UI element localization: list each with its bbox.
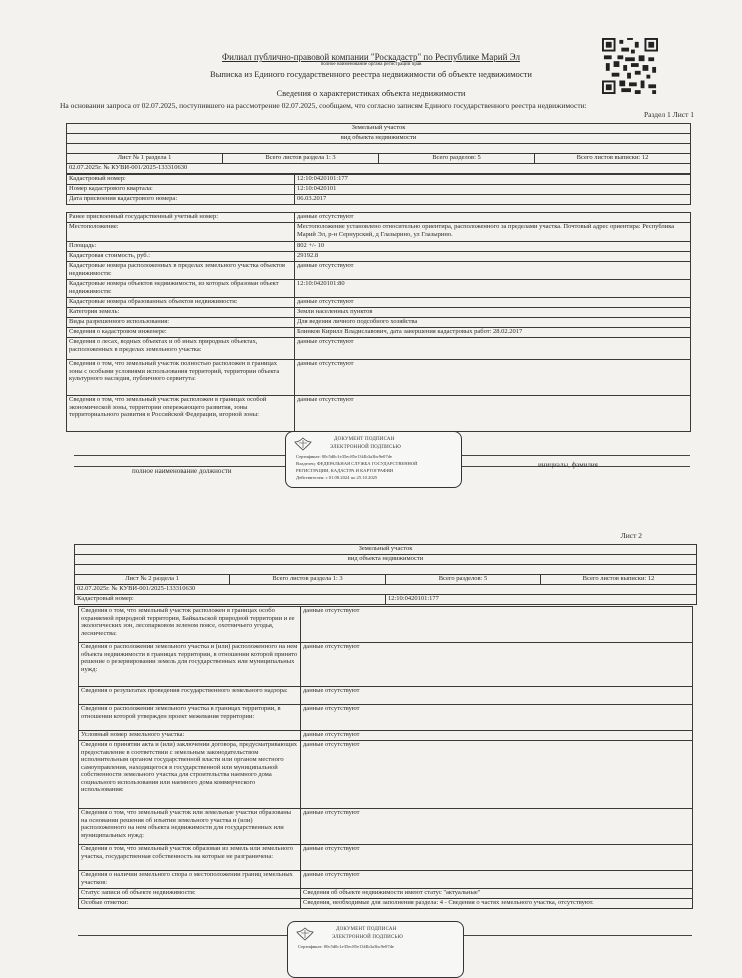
org-name-caption: полное наименование органа регистрации прав: [320, 62, 422, 67]
sheet1-header-table: [66, 123, 691, 174]
row-label: Сведения о принятии акта и (или) заключении договора, предусматривающих предоставление в соответствии с земельным законодательством исполнительным органом государственной власти или органом местного самоуправления, находящегося в государственной или муниципальной собственности земельного участка для строительства наемного дома социального использования или наемного дома коммерческого использования:: [79, 741, 301, 809]
signature-line-name: [462, 455, 690, 456]
row-label: Сведения о том, что земельный участок расположен в границах особой экономической зоны, территории опережающего развития, зоны территориального развития в Российской Федерации, игорной зоны:: [67, 396, 295, 432]
row-label: Кадастровая стоимость, руб.:: [67, 252, 295, 262]
row-label: Сведения о кадастровом инженере:: [67, 328, 295, 338]
row-value: данные отсутствуют: [295, 298, 691, 308]
sheet-number: Лист № 2 раздела 1: [75, 575, 230, 585]
emblem-icon: [294, 437, 312, 451]
row-label: Особые отметки:: [79, 899, 301, 909]
cadastral-quarter: 12:10:0420101: [295, 185, 691, 195]
field-label: Кадастровый номер:: [75, 595, 386, 605]
row-value: данные отсутствуют: [295, 262, 691, 280]
request-number: 02.07.2025г. № КУВИ-001/2025-133310630: [67, 164, 691, 174]
sheet1-main-table: [66, 212, 691, 432]
row-label: Сведения о расположении земельного участка в границах территории, в отношении которой утвержден проект межевания территории:: [79, 705, 301, 731]
row-label: Сведения о лесах, водных объектах и об иных природных объектах, расположенных в пределах земельного участка:: [67, 338, 295, 360]
total-razdels: Всего разделов: 5: [386, 575, 541, 585]
stamp-title: ДОКУМЕНТ ПОДПИСАН: [336, 927, 397, 932]
row-value: данные отсутствуют: [301, 705, 693, 731]
object-type: Земельный участок: [75, 545, 697, 555]
stamp-validity: Действителен: с 01.08.2024 по 25.10.2025: [296, 475, 378, 480]
stamp-title-2: ЭЛЕКТРОННОЙ ПОДПИСЬЮ: [330, 445, 401, 450]
row-value: Земли населенных пунктов: [295, 308, 691, 318]
row-label: Виды разрешенного использования:: [67, 318, 295, 328]
row-value: Местоположение установлено относительно ориентира, расположенного за пределами участка. Почтовый адрес ориентира: Республика Марий Эл, р-н Сернурский, д Глазырино, ул Глазырино.: [295, 223, 691, 242]
row-label: Сведения о том, что земельный участок полностью расположен в границах зоны с особыми условиями использования территорий, территории объекта культурного наследия, публичного сервитута:: [67, 360, 295, 396]
row-value: данные отсутствуют: [301, 741, 693, 809]
sheet1-id-table: [66, 174, 691, 205]
row-value: данные отсутствуют: [301, 643, 693, 687]
row-label: Ранее присвоенный государственный учетный номер:: [67, 213, 295, 223]
request-number: 02.07.2025г. № КУВИ-001/2025-133310630: [75, 585, 697, 595]
total-razdels: Всего разделов: 5: [379, 154, 535, 164]
special-notes: Сведения, необходимые для заполнения раздела: 4 - Сведения о частях земельного участка, отсутствуют.: [301, 899, 693, 909]
sheet2-header-table: [74, 544, 697, 605]
cadastral-number: 12:10:0420101:177: [386, 595, 697, 605]
row-label: Кадастровые номера расположенных в пределах земельного участка объектов недвижимости:: [67, 262, 295, 280]
total-sheets-razdel: Всего листов раздела 1: 3: [223, 154, 379, 164]
assignment-date: 06.03.2017: [295, 195, 691, 205]
sheet2-label: Лист 2: [620, 531, 642, 540]
object-type-caption: вид объекта недвижимости: [67, 134, 691, 144]
row-label: Статус записи об объекте недвижимости:: [79, 889, 301, 899]
row-value: данные отсутствуют: [301, 871, 693, 889]
object-type: Земельный участок: [67, 124, 691, 134]
electronic-signature-stamp: [285, 431, 462, 488]
row-value: 29192.8: [295, 252, 691, 262]
emblem-icon: [296, 927, 314, 941]
document-subtitle: Сведения о характеристиках объекта недвижимости: [276, 88, 466, 98]
org-name: Филиал публично-правовой компании "Роскадастр" по Республике Марий Эл: [221, 52, 520, 62]
row-value: данные отсутствуют: [301, 687, 693, 705]
stamp-title-2: ЭЛЕКТРОННОЙ ПОДПИСЬЮ: [332, 935, 403, 940]
stamp-certificate: Сертификат: 00c5d0c1e35ec85e13f4b3a3bc9e07de: [296, 454, 392, 459]
row-label: Сведения о том, что земельный участок образован из земель или земельного участка, государственная собственность на которые не разграничена:: [79, 845, 301, 871]
field-label: Дата присвоения кадастрового номера:: [67, 195, 295, 205]
row-value: данные отсутствуют: [301, 731, 693, 741]
row-value: данные отсутствуют: [301, 845, 693, 871]
row-label: Площадь:: [67, 242, 295, 252]
row-label: Категория земель:: [67, 308, 295, 318]
row-label: Кадастровые номера объектов недвижимости, из которых образован объект недвижимости:: [67, 280, 295, 298]
row-value: данные отсутствуют: [295, 396, 691, 432]
field-label: Номер кадастрового квартала:: [67, 185, 295, 195]
signature-position-caption: полное наименование должности: [132, 467, 232, 475]
sheet2-main-table: [78, 606, 693, 909]
row-label: Сведения о наличии земельного спора о местоположении границ земельных участков:: [79, 871, 301, 889]
electronic-signature-stamp-2: [287, 921, 464, 978]
stamp-title: ДОКУМЕНТ ПОДПИСАН: [334, 437, 395, 442]
request-basis: На основании запроса от 02.07.2025, поступившего на рассмотрение 02.07.2025, сообщаем, что согласно записям Единого государственного реестра недвижимости:: [60, 101, 587, 110]
razdel-label: Раздел 1 Лист 1: [643, 110, 694, 119]
row-label: Сведения о том, что земельный участок или земельные участки образованы на основании решения об изъятии земельного участка и (или) расположенного на нем объекта недвижимости для государственных или муниципальных нужд:: [79, 809, 301, 845]
row-value: 12:10:0420101:80: [295, 280, 691, 298]
row-label: Кадастровые номера образованных объектов недвижимости:: [67, 298, 295, 308]
row-value: данные отсутствуют: [295, 213, 691, 223]
row-label: Местоположение:: [67, 223, 295, 242]
row-value: Для ведения личного подсобного хозяйства: [295, 318, 691, 328]
row-label: Сведения о том, что земельный участок расположен в границах особо охраняемой природной территории, Байкальской природной территории и ее экологических зон, лесопарковом зеленом поясе, охотничьего угодья, лесничества:: [79, 607, 301, 643]
row-label: Условный номер земельного участка:: [79, 731, 301, 741]
row-value: 802 +/- 10: [295, 242, 691, 252]
row-label: Сведения о расположении земельного участка и (или) расположенного на нем объекта недвижимости в границах территории, в отношении которой принято решение о резервировании земель для государственных или муниципальных нужд:: [79, 643, 301, 687]
sheet-number: Лист № 1 раздела 1: [67, 154, 223, 164]
stamp-certificate: Сертификат: 00c5d0c1e35ec85e13f4b3a3bc9e07de: [298, 944, 394, 949]
signature-name-caption: инициалы, фамилия: [538, 461, 598, 469]
total-sheets-razdel: Всего листов раздела 1: 3: [230, 575, 386, 585]
field-label: Кадастровый номер:: [67, 175, 295, 185]
total-sheets-extract: Всего листов выписки: 12: [541, 575, 697, 585]
row-value: данные отсутствуют: [295, 338, 691, 360]
row-value: данные отсутствуют: [301, 607, 693, 643]
row-value: данные отсутствуют: [301, 809, 693, 845]
signature-line-position: [74, 455, 286, 456]
record-status: Сведения об объекте недвижимости имеют статус "актуальные": [301, 889, 693, 899]
document-title: Выписка из Единого государственного реестра недвижимости об объекте недвижимости: [210, 69, 532, 79]
cadastral-number: 12:10:0420101:177: [295, 175, 691, 185]
stamp-owner-2: РЕГИСТРАЦИИ, КАДАСТРА И КАРТОГРАФИИ: [296, 468, 394, 473]
row-value: данные отсутствуют: [295, 360, 691, 396]
row-label: Сведения о результатах проведения государственного земельного надзора:: [79, 687, 301, 705]
row-value: Блинков Кирилл Владиславович, дата завершения кадастровых работ: 28.02.2017: [295, 328, 691, 338]
object-type-caption: вид объекта недвижимости: [75, 555, 697, 565]
stamp-owner: Владелец: ФЕДЕРАЛЬНАЯ СЛУЖБА ГОСУДАРСТВЕННОЙ: [296, 461, 418, 466]
total-sheets-extract: Всего листов выписки: 12: [535, 154, 691, 164]
